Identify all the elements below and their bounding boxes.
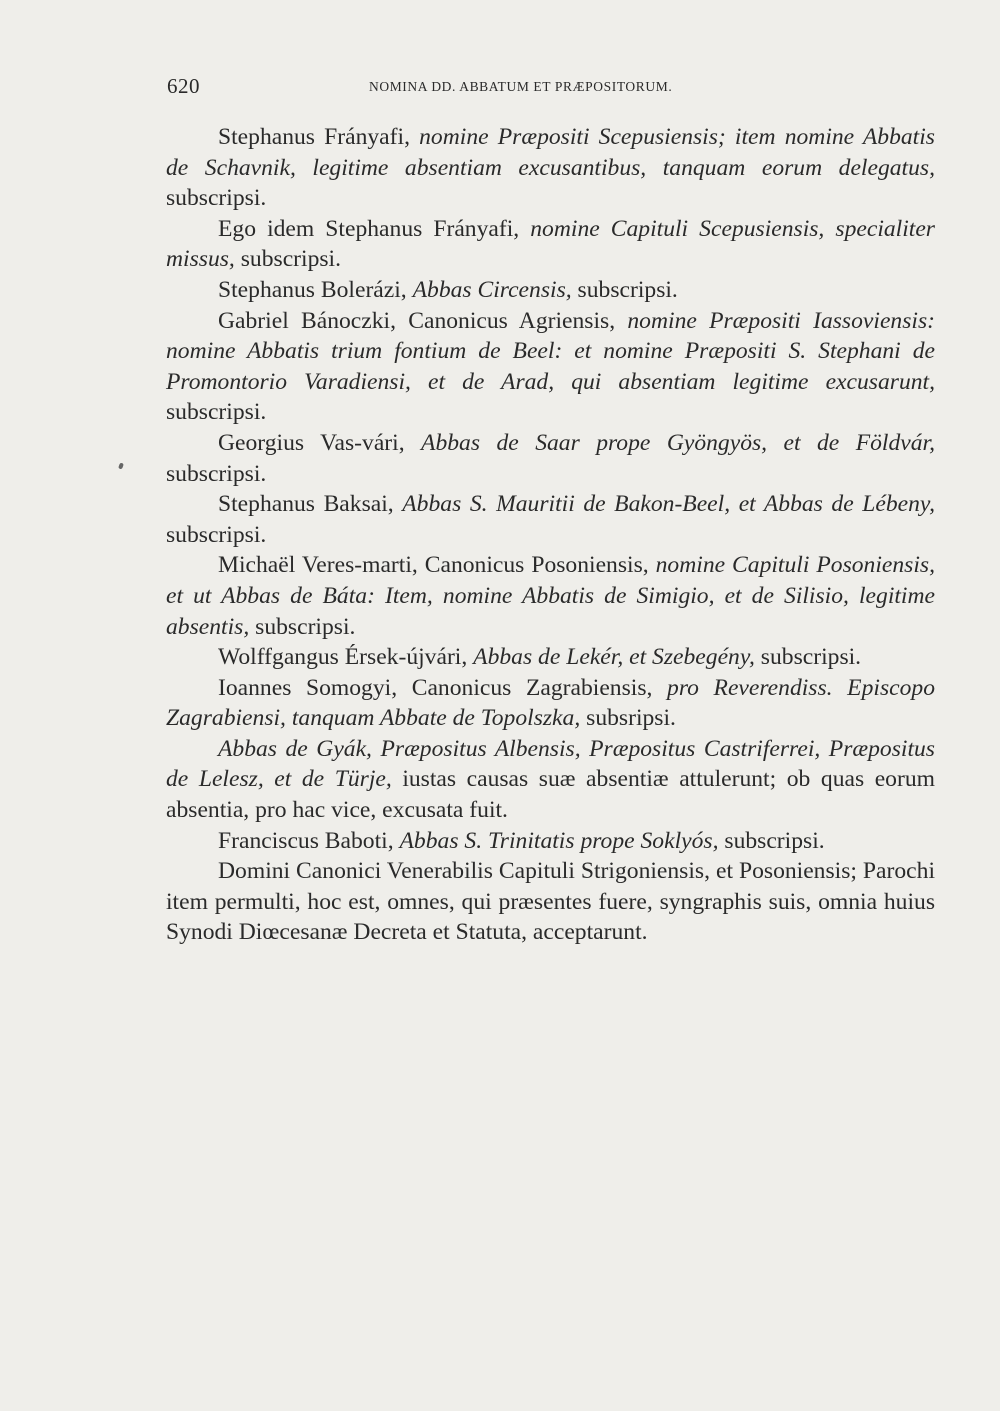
running-head — [167, 74, 937, 104]
roman-text: subscripsi. — [234, 246, 342, 273]
roman-text: Franciscus Baboti, — [218, 827, 400, 854]
roman-text: subscripsi. — [166, 460, 267, 487]
paragraph — [166, 642, 935, 673]
italic-text: Abbas de Saar prope Gyöngyös, et de Földvár, — [421, 429, 935, 456]
roman-text: Wolffgangus Érsek-újvári, — [218, 644, 474, 671]
roman-text: subscripsi. — [754, 644, 862, 671]
roman-text: iustas causas suæ absentiæ attulerunt; ob quas eorum absentia, pro hac vice, excusata fuit. — [166, 766, 935, 824]
roman-text: Ioannes Somogyi, Canonicus Zagrabiensis, — [218, 674, 668, 701]
roman-text: subscripsi. — [571, 276, 678, 303]
paragraph — [166, 306, 935, 428]
paragraph — [166, 214, 935, 275]
ink-mark — [118, 462, 124, 469]
paragraph — [166, 673, 935, 734]
italic-text: Abbas Circensis, — [412, 276, 572, 303]
roman-text: subscripsi. — [166, 185, 267, 212]
roman-text: Domini Canonici Venerabilis Capituli Strigoniensis, et Posoniensis; Parochi item permulti, hoc est, omnes, qui præsentes fuere, syngraphis suis, omnia huius Synodi Diœcesanæ Decreta et Statuta, acceptarunt. — [166, 858, 935, 946]
paragraph — [166, 856, 935, 948]
roman-text: subscripsi. — [718, 827, 825, 854]
italic-text: nomine Præpositi Iassoviensis: nomine Abbatis trium fontium de Beel: et nomine Præpositi S. Stephani de Promontorio Varadiensi, et de Arad, qui absentiam legitime excusarunt, — [166, 307, 935, 395]
italic-text: nomine Præpositi Scepusiensis; item nomine Abbatis de Schavnik, legitime absentiam excusantibus, tanquam eorum delegatus, — [166, 124, 935, 181]
roman-text: subscripsi. — [249, 613, 356, 640]
roman-text: Georgius Vas-vári, — [218, 429, 422, 456]
paragraph — [166, 550, 935, 642]
italic-text: nomine Capituli Scepusiensis, specialiter missus, — [166, 215, 935, 273]
roman-text: subsripsi. — [580, 705, 676, 732]
paragraph — [166, 826, 935, 857]
italic-text: Abbas de Gyák, Præpositus Albensis, Præpositus Castriferrei, Præpositus de Lelesz, et de Türje, — [166, 735, 935, 793]
roman-text: subscripsi. — [166, 521, 267, 548]
paragraph — [166, 428, 935, 489]
paragraph — [166, 489, 935, 550]
paragraph — [166, 275, 935, 306]
italic-text: Abbas de Lekér, et Szebegény, — [473, 644, 755, 671]
roman-text: Ego idem Stephanus Frányafi, — [218, 215, 531, 242]
italic-text: nomine Capituli Posoniensis, et ut Abbas de Báta: Item, nomine Abbatis de Simigio, et de Silisio, legitime absentis, — [166, 552, 935, 640]
paragraph — [166, 734, 935, 826]
italic-text: pro Reverendiss. Episcopo Zagrabiensi, tanquam Abbate de Topolszka, — [166, 674, 935, 732]
paragraph — [166, 122, 935, 214]
body-text — [166, 122, 935, 948]
roman-text: Gabriel Bánoczki, Canonicus Agriensis, — [218, 307, 628, 334]
roman-text: Stephanus Bolerázi, — [218, 276, 413, 303]
running-title: NOMINA DD. ABBATUM ET PRÆPOSITORUM. — [369, 79, 673, 94]
italic-text: Abbas S. Trinitatis prope Soklyós, — [399, 827, 719, 854]
roman-text: Stephanus Frányafi, — [218, 124, 420, 150]
page-number: 620 — [167, 74, 200, 98]
roman-text: Stephanus Baksai, — [218, 491, 403, 518]
roman-text: subscripsi. — [166, 399, 267, 426]
roman-text: Michaël Veres-marti, Canonicus Posoniensis, — [218, 552, 656, 579]
italic-text: Abbas S. Mauritii de Bakon-Beel, et Abbas de Lébeny, — [402, 491, 935, 518]
